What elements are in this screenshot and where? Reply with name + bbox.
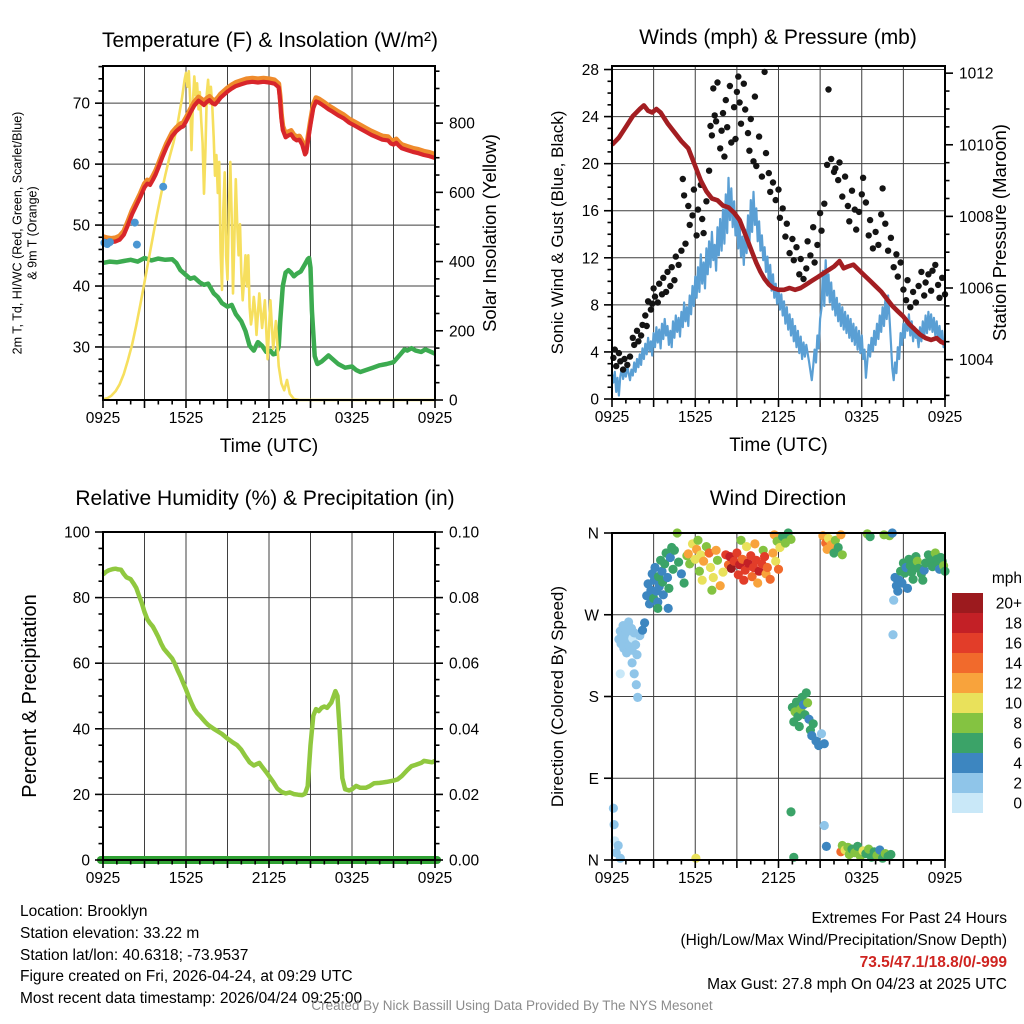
temperature-insolation-title: Temperature (F) & Insolation (W/m²) xyxy=(101,29,439,52)
svg-text:Sonic Wind & Gust (Blue, Black: Sonic Wind & Gust (Blue, Black) xyxy=(548,110,567,355)
svg-text:1010: 1010 xyxy=(959,137,994,155)
speed-colorbar xyxy=(952,570,1022,813)
colorbar-swatch-18 xyxy=(952,613,983,633)
svg-text:80: 80 xyxy=(72,590,90,608)
svg-text:1525: 1525 xyxy=(678,409,713,426)
svg-text:1525: 1525 xyxy=(678,870,713,887)
colorbar-swatch-4 xyxy=(952,753,983,773)
svg-text:Time (UTC): Time (UTC) xyxy=(219,436,319,457)
svg-text:Solar Insolation (Yellow): Solar Insolation (Yellow) xyxy=(479,134,500,332)
svg-text:0.00: 0.00 xyxy=(449,852,480,870)
svg-text:2125: 2125 xyxy=(251,410,287,427)
svg-text:4: 4 xyxy=(590,344,599,362)
station-location: Location: Brooklyn xyxy=(20,903,148,920)
svg-text:0.02: 0.02 xyxy=(449,786,480,804)
svg-text:0925: 0925 xyxy=(927,870,963,887)
svg-text:800: 800 xyxy=(449,115,475,133)
colorbar-swatch-20+ xyxy=(952,593,983,613)
wind-direction-title: Wind Direction xyxy=(709,487,847,510)
svg-text:0.10: 0.10 xyxy=(449,524,480,542)
svg-text:2: 2 xyxy=(1013,775,1022,793)
svg-text:0925: 0925 xyxy=(594,409,630,426)
svg-text:1008: 1008 xyxy=(959,208,994,226)
svg-text:100: 100 xyxy=(64,524,90,542)
humidity-precipitation-title: Relative Humidity (%) & Precipitation (in) xyxy=(75,487,455,510)
svg-text:1525: 1525 xyxy=(168,410,204,427)
colorbar-swatch-8 xyxy=(952,713,983,733)
svg-text:8: 8 xyxy=(590,297,599,315)
data-timestamp: Most recent data timestamp: 2026/04/24 09:25:00 xyxy=(20,990,363,1008)
extremes-block xyxy=(681,908,1008,996)
svg-text:200: 200 xyxy=(449,323,475,341)
svg-text:1012: 1012 xyxy=(959,65,994,83)
colorbar-unit-label: mph xyxy=(991,570,1022,587)
svg-text:70: 70 xyxy=(72,95,90,113)
station-latlon: Station lat/lon: 40.6318; -73.9537 xyxy=(20,946,249,964)
svg-text:60: 60 xyxy=(72,655,90,673)
temperature-insolation-panel xyxy=(10,29,500,457)
svg-text:12: 12 xyxy=(581,250,599,268)
svg-text:30: 30 xyxy=(72,339,90,357)
svg-text:24: 24 xyxy=(581,109,599,127)
svg-text:2m T, Td, HI/WC (Red, Green, S: 2m T, Td, HI/WC (Red, Green, Scarlet/Blue) xyxy=(10,111,25,355)
colorbar-swatch-2 xyxy=(952,773,983,793)
svg-text:16: 16 xyxy=(581,203,599,221)
svg-text:16: 16 xyxy=(1004,635,1022,653)
winds-pressure-title: Winds (mph) & Pressure (mb) xyxy=(639,26,917,49)
credit-line: Created By Nick Bassill Using Data Provided By The NYS Mesonet xyxy=(311,998,713,1013)
svg-text:20+: 20+ xyxy=(995,595,1022,613)
wind-direction-panel xyxy=(548,487,962,887)
svg-text:S: S xyxy=(588,689,599,706)
svg-text:0925: 0925 xyxy=(927,409,963,426)
svg-text:0: 0 xyxy=(1013,795,1022,813)
svg-text:18: 18 xyxy=(1004,615,1022,633)
svg-text:0.04: 0.04 xyxy=(449,721,480,739)
svg-text:0.06: 0.06 xyxy=(449,655,480,673)
svg-text:2125: 2125 xyxy=(251,870,287,887)
svg-text:0925: 0925 xyxy=(594,870,630,887)
svg-text:60: 60 xyxy=(72,156,90,174)
svg-text:0925: 0925 xyxy=(85,870,121,887)
svg-text:50: 50 xyxy=(72,217,90,235)
extremes-values: 73.5/47.1/18.8/0/-999 xyxy=(859,954,1007,971)
colorbar-swatch-12 xyxy=(952,673,983,693)
svg-text:20: 20 xyxy=(72,786,90,804)
svg-text:400: 400 xyxy=(449,254,475,272)
svg-text:0925: 0925 xyxy=(85,410,121,427)
colorbar-swatch-16 xyxy=(952,633,983,653)
svg-text:600: 600 xyxy=(449,184,475,202)
direction-dots xyxy=(609,528,950,862)
svg-text:0325: 0325 xyxy=(334,870,370,887)
colorbar-swatch-14 xyxy=(952,653,983,673)
figure-created: Figure created on Fri, 2026-04-24, at 09:29 UTC xyxy=(20,968,353,986)
colorbar-swatch-6 xyxy=(952,733,983,753)
extremes-subtitle: (High/Low/Max Wind/Precipitation/Snow Depth) xyxy=(680,932,1007,949)
svg-text:Direction (Colored By Speed): Direction (Colored By Speed) xyxy=(548,585,567,808)
svg-text:0.08: 0.08 xyxy=(449,590,480,608)
svg-text:0: 0 xyxy=(449,392,458,410)
svg-text:E: E xyxy=(588,770,599,788)
svg-text:0925: 0925 xyxy=(417,410,453,427)
extremes-title: Extremes For Past 24 Hours xyxy=(811,910,1007,927)
colorbar-swatch-10 xyxy=(952,693,983,713)
humidity-precipitation-panel xyxy=(19,487,480,887)
svg-text:6: 6 xyxy=(1013,735,1022,753)
svg-text:12: 12 xyxy=(1004,675,1022,693)
svg-text:8: 8 xyxy=(1013,715,1022,733)
svg-text:40: 40 xyxy=(72,721,90,739)
svg-text:2125: 2125 xyxy=(761,870,796,887)
svg-text:10: 10 xyxy=(1004,695,1022,713)
svg-text:0: 0 xyxy=(590,391,599,409)
svg-text:& 9m T (Orange): & 9m T (Orange) xyxy=(25,186,40,280)
station-elevation: Station elevation: 33.22 m xyxy=(20,924,200,942)
svg-text:14: 14 xyxy=(1004,655,1022,673)
winds-pressure-panel xyxy=(548,26,1010,456)
svg-text:Station Pressure (Maroon): Station Pressure (Maroon) xyxy=(989,124,1010,341)
svg-text:W: W xyxy=(584,607,599,625)
colorbar-swatch-0 xyxy=(952,793,983,813)
gridlines xyxy=(103,532,435,860)
svg-text:0325: 0325 xyxy=(844,870,879,887)
svg-text:1525: 1525 xyxy=(168,870,204,887)
station-info-block xyxy=(20,901,362,1010)
svg-text:0: 0 xyxy=(81,852,90,870)
svg-text:0325: 0325 xyxy=(334,410,370,427)
svg-text:2125: 2125 xyxy=(761,409,796,426)
svg-text:Time (UTC): Time (UTC) xyxy=(729,435,828,456)
svg-text:0325: 0325 xyxy=(844,409,879,426)
svg-text:4: 4 xyxy=(1013,755,1022,773)
svg-text:N: N xyxy=(587,852,599,870)
svg-text:40: 40 xyxy=(72,278,90,296)
svg-text:1006: 1006 xyxy=(959,280,994,298)
svg-text:N: N xyxy=(587,525,599,543)
max-gust: Max Gust: 27.8 mph On 04/23 at 2025 UTC xyxy=(707,976,1007,993)
svg-text:1004: 1004 xyxy=(959,352,994,370)
svg-text:28: 28 xyxy=(581,62,599,80)
svg-text:20: 20 xyxy=(581,156,599,174)
svg-text:0925: 0925 xyxy=(417,870,453,887)
svg-text:Percent & Precipitation: Percent & Precipitation xyxy=(19,594,41,798)
